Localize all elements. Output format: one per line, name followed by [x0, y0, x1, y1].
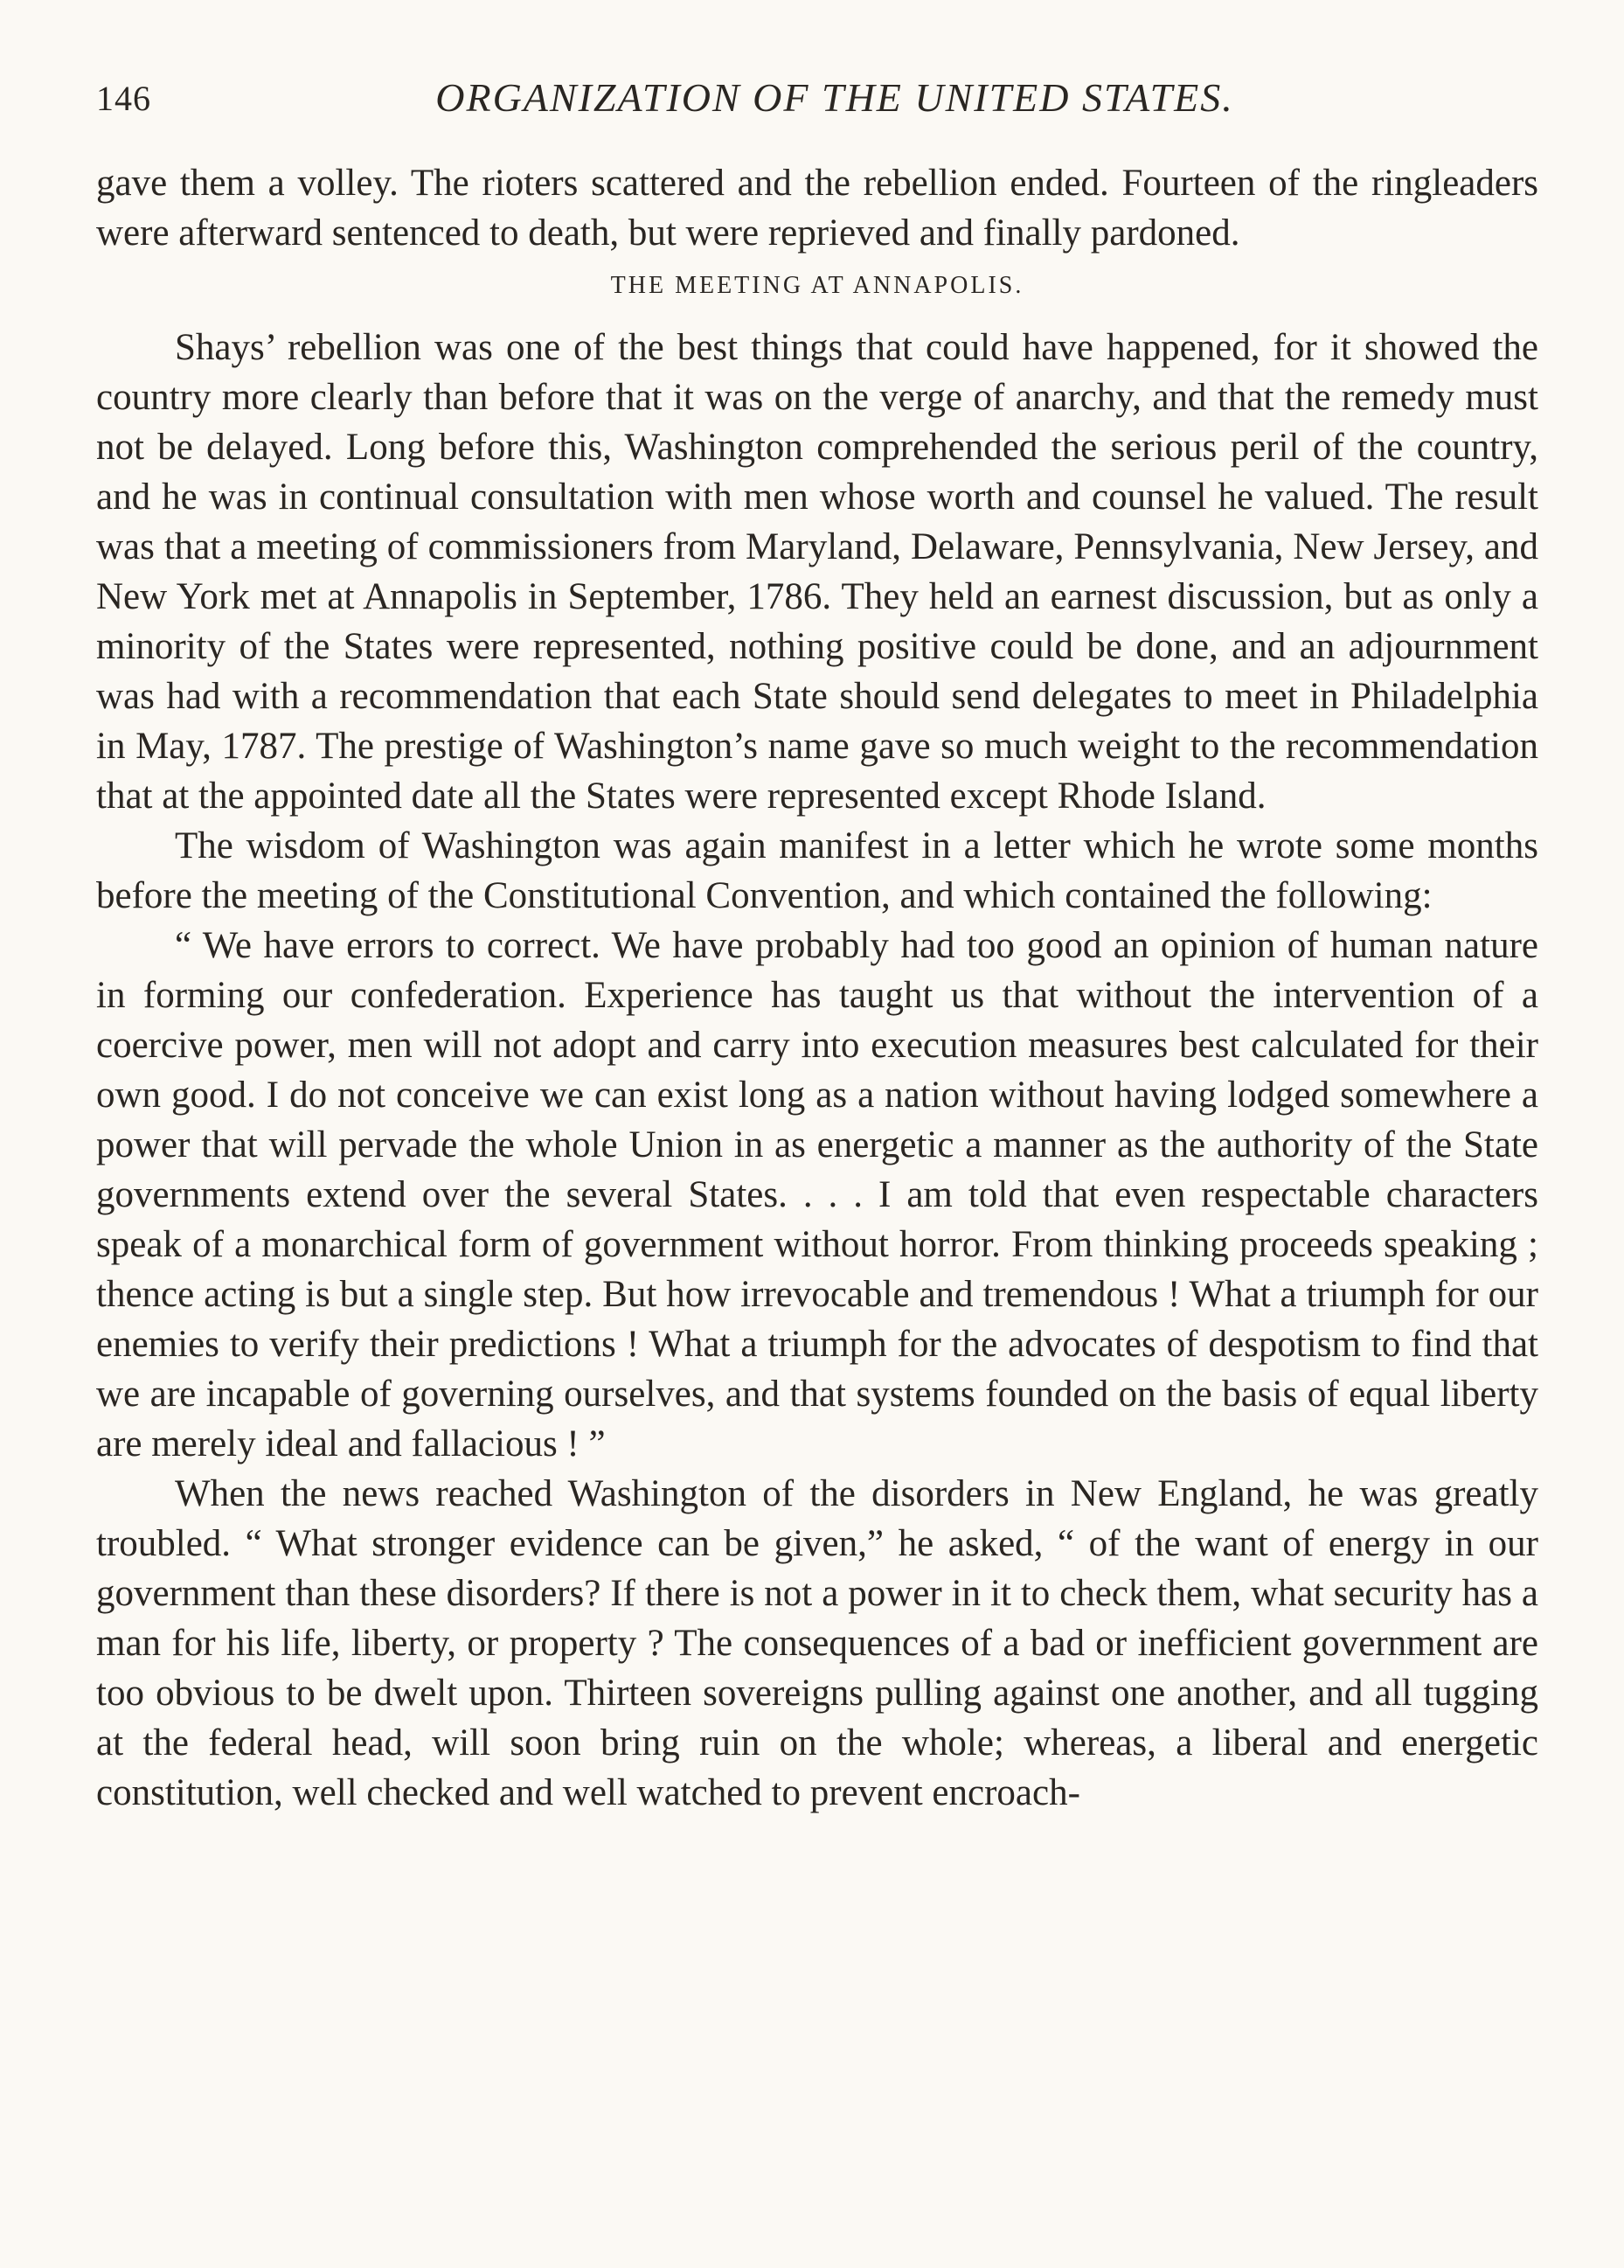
paragraph-washington-wisdom: The wisdom of Washington was again manifest in a letter which he wrote some months before the meeting of the Constitutional Convention, and which contained the following:: [96, 825, 1538, 916]
page-number: 146: [96, 79, 151, 118]
page-header: [96, 74, 1538, 127]
paragraph-shays-rebellion: Shays’ rebellion was one of the best things that could have happened, for it showed the country more clearly than before that it was on the verge of anarchy, and that the remedy must not be delayed. Long before this, Washington comprehended the serious peril of the country, and he was in continual consultation with men whose worth and counsel he valued. The result was that a meeting of commissioners from Maryland, Delaware, Pennsylvania, New Jersey, and New York met at Annapolis in September, 1786. They held an earnest discussion, but as only a minority of the States were represented, nothing positive could be done, and an adjournment was had with a recommendation that each State should send delegates to meet in Philadelphia in May, 1787. The prestige of Washington’s name gave so much weight to the recommendation that at the appointed date all the States were represented except Rhode Island.: [96, 327, 1538, 817]
section-heading: THE MEETING AT ANNAPOLIS.: [610, 272, 1024, 299]
paragraph-news-new-england: When the news reached Washington of the disorders in New England, he was greatly troubled. “ What stronger evidence can be given,” he asked, “ of the want of energy in our government than these disorders? If there is not a power in it to check them, what security has a man for his life, liberty, or property ? The consequences of a bad or inefficient government are too obvious to be dwelt upon. Thirteen sovereigns pulling against one another, and all tugging at the federal head, will soon bring ruin on the whole; whereas, a liberal and energetic constitution, well checked and well watched to prevent encroach-: [96, 1473, 1538, 1813]
running-title: ORGANIZATION OF THE UNITED STATES.: [435, 75, 1234, 120]
paragraph-washington-quote: “ We have errors to correct. We have probably had too good an opinion of human nature in forming our confederation. Experience has taught us that without the intervention of a coercive power, men will not adopt and carry into execution measures best calculated for their own good. I do not conceive we can exist long as a nation without having lodged somewhere a power that will pervade the whole Union in as energetic a manner as the authority of the State governments extend over the several States. . . . I am told that even respectable characters speak of a monarchical form of government without horror. From thinking proceeds speaking ; thence acting is but a single step. But how irrevocable and tremendous ! What a triumph for our enemies to verify their predictions ! What a triumph for the advocates of despotism to find that we are incapable of governing ourselves, and that systems founded on the basis of equal liberty are merely ideal and fallacious ! ”: [96, 925, 1538, 1464]
body-text: [96, 158, 1538, 1818]
book-page: [96, 74, 1538, 1818]
paragraph-continued: gave them a volley. The rioters scattered and the rebellion ended. Fourteen of the ringleaders were afterward sentenced to death, but were reprieved and finally pardoned.: [96, 163, 1538, 254]
